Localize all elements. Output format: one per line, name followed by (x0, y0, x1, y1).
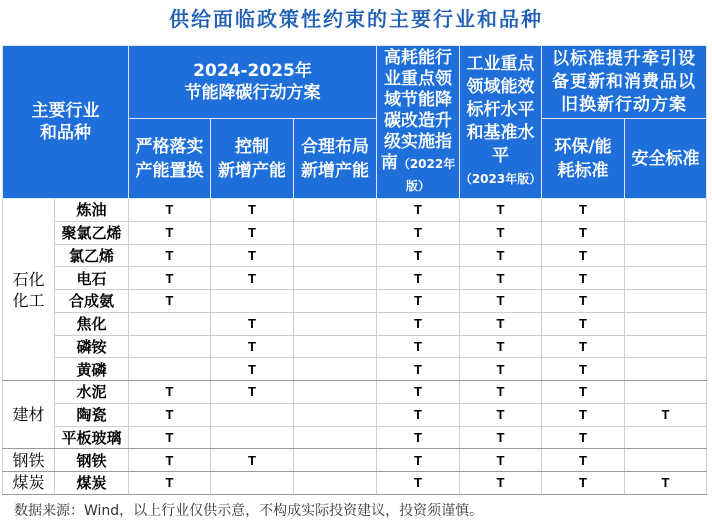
product-label: 聚氯乙烯 (55, 221, 129, 244)
mark-benchmark-level: T (460, 335, 542, 358)
header-safety-standard (625, 119, 707, 199)
mark-rational-layout (294, 335, 377, 358)
header-control-new-capacity (211, 119, 294, 199)
mark-rational-layout (294, 426, 377, 449)
mark-env-energy-standard: T (542, 426, 625, 449)
mark-rational-layout (294, 199, 377, 222)
mark-retrofit-guide: T (377, 358, 460, 381)
mark-safety-standard (625, 426, 707, 449)
header-standards-plan (542, 46, 707, 119)
header-capacity-replacement (129, 119, 211, 199)
table-row (3, 335, 707, 358)
table-body (3, 199, 707, 495)
header-retrofit-guide (377, 46, 460, 199)
mark-rational-layout (294, 381, 377, 404)
mark-retrofit-guide: T (377, 267, 460, 290)
header-industry-line: 主要行业 (31, 101, 100, 121)
header-row-top (3, 46, 707, 119)
mark-rational-layout (294, 244, 377, 267)
chart-title: 供给面临政策性约束的主要行业和品种 (169, 7, 543, 31)
mark-control-new-capacity: T (211, 381, 294, 404)
mark-benchmark-level: T (460, 449, 542, 472)
mark-safety-standard (625, 335, 707, 358)
mark-env-energy-standard: T (542, 358, 625, 381)
header-retrofit-guide-edition: （2022年版） (397, 156, 456, 193)
header-industry-line: 和品种 (40, 123, 91, 143)
mark-control-new-capacity: T (211, 312, 294, 335)
mark-capacity-replacement: T (129, 221, 211, 244)
header-sub-line: 新增产能 (301, 160, 370, 181)
mark-retrofit-guide: T (377, 244, 460, 267)
header-sub-line: 严格落实 (135, 136, 204, 157)
table-header (3, 46, 707, 199)
mark-rational-layout (294, 449, 377, 472)
table-row (3, 312, 707, 335)
mark-control-new-capacity: T (211, 449, 294, 472)
mark-benchmark-level: T (460, 381, 542, 404)
mark-rational-layout (294, 403, 377, 426)
mark-env-energy-standard: T (542, 221, 625, 244)
mark-control-new-capacity: T (211, 267, 294, 290)
mark-rational-layout (294, 358, 377, 381)
header-plan-name: 节能降碳行动方案 (184, 83, 321, 103)
mark-control-new-capacity: T (211, 221, 294, 244)
mark-retrofit-guide: T (377, 290, 460, 313)
product-label: 合成氨 (55, 290, 129, 313)
mark-benchmark-level: T (460, 426, 542, 449)
mark-retrofit-guide: T (377, 449, 460, 472)
mark-safety-standard: T (625, 403, 707, 426)
mark-env-energy-standard: T (542, 335, 625, 358)
mark-env-energy-standard: T (542, 244, 625, 267)
mark-capacity-replacement: T (129, 449, 211, 472)
mark-env-energy-standard: T (542, 199, 625, 222)
mark-capacity-replacement: T (129, 290, 211, 313)
table-row (3, 403, 707, 426)
table-row (3, 472, 707, 495)
mark-benchmark-level: T (460, 472, 542, 495)
mark-env-energy-standard: T (542, 449, 625, 472)
mark-capacity-replacement (129, 312, 211, 335)
header-plan-year: 2024-2025年 (193, 61, 312, 81)
mark-benchmark-level: T (460, 403, 542, 426)
table-row (3, 244, 707, 267)
product-label: 平板玻璃 (55, 426, 129, 449)
mark-env-energy-standard: T (542, 381, 625, 404)
mark-rational-layout (294, 312, 377, 335)
header-benchmark-title: 工业重点领域能效标杆水平和基准水平 (466, 54, 535, 166)
mark-safety-standard (625, 199, 707, 222)
header-industry (3, 46, 129, 199)
mark-control-new-capacity (211, 290, 294, 313)
mark-benchmark-level: T (460, 244, 542, 267)
mark-rational-layout (294, 290, 377, 313)
mark-capacity-replacement: T (129, 426, 211, 449)
mark-capacity-replacement: T (129, 244, 211, 267)
mark-benchmark-level: T (460, 267, 542, 290)
mark-capacity-replacement (129, 358, 211, 381)
header-standards-line: 旧换新行动方案 (561, 94, 688, 115)
sector-label: 建材 (3, 381, 55, 449)
mark-safety-standard (625, 358, 707, 381)
mark-retrofit-guide: T (377, 403, 460, 426)
mark-retrofit-guide: T (377, 312, 460, 335)
mark-safety-standard (625, 381, 707, 404)
mark-control-new-capacity (211, 472, 294, 495)
product-label: 煤炭 (55, 472, 129, 495)
mark-capacity-replacement: T (129, 381, 211, 404)
mark-control-new-capacity (211, 403, 294, 426)
mark-capacity-replacement: T (129, 403, 211, 426)
header-energy-saving-plan (129, 46, 377, 119)
product-label: 焦化 (55, 312, 129, 335)
product-label: 水泥 (55, 381, 129, 404)
mark-retrofit-guide: T (377, 199, 460, 222)
table-row (3, 290, 707, 313)
product-label: 黄磷 (55, 358, 129, 381)
sector-label: 石化化工 (3, 199, 55, 381)
header-benchmark-level-text (459, 53, 542, 191)
mark-benchmark-level: T (460, 199, 542, 222)
source-note: 数据来源：Wind，以上行业仅供示意，不构成实际投资建议，投资须谨慎。 (14, 503, 484, 519)
header-sub-line: 安全标准 (631, 148, 700, 169)
policy-table (2, 45, 707, 495)
mark-control-new-capacity: T (211, 199, 294, 222)
mark-safety-standard (625, 221, 707, 244)
sector-label: 钢铁 (3, 449, 55, 472)
header-standards-line: 以标准提升牵引设 (552, 48, 697, 69)
mark-capacity-replacement: T (129, 267, 211, 290)
header-sub-line: 控制 (235, 136, 269, 157)
product-label: 陶瓷 (55, 403, 129, 426)
table-row (3, 267, 707, 290)
header-env-energy-standard (542, 119, 625, 199)
mark-retrofit-guide: T (377, 381, 460, 404)
mark-env-energy-standard: T (542, 472, 625, 495)
header-sub-line: 环保/能 (554, 136, 612, 157)
header-benchmark-edition: （2023年版） (459, 172, 542, 186)
product-label: 钢铁 (55, 449, 129, 472)
mark-capacity-replacement: T (129, 199, 211, 222)
mark-safety-standard (625, 290, 707, 313)
header-benchmark-level (460, 46, 542, 199)
mark-benchmark-level: T (460, 221, 542, 244)
header-sub-line: 产能置换 (135, 160, 204, 181)
mark-retrofit-guide: T (377, 221, 460, 244)
header-retrofit-guide-title: 高耗能行业重点领域节能降碳改造升级实施指南 (380, 47, 453, 173)
mark-env-energy-standard: T (542, 290, 625, 313)
table-row (3, 381, 707, 404)
mark-safety-standard (625, 449, 707, 472)
table-row (3, 221, 707, 244)
mark-rational-layout (294, 472, 377, 495)
product-label: 磷铵 (55, 335, 129, 358)
mark-env-energy-standard: T (542, 403, 625, 426)
table-row (3, 449, 707, 472)
mark-safety-standard (625, 244, 707, 267)
mark-control-new-capacity: T (211, 244, 294, 267)
mark-safety-standard (625, 312, 707, 335)
header-rational-layout (294, 119, 377, 199)
mark-control-new-capacity (211, 426, 294, 449)
mark-safety-standard (625, 267, 707, 290)
mark-capacity-replacement: T (129, 472, 211, 495)
mark-safety-standard: T (625, 472, 707, 495)
table-row (3, 358, 707, 381)
mark-capacity-replacement (129, 335, 211, 358)
mark-rational-layout (294, 221, 377, 244)
sector-label: 煤炭 (3, 472, 55, 495)
table-row (3, 426, 707, 449)
header-standards-line: 备更新和消费品以 (552, 71, 697, 92)
product-label: 电石 (55, 267, 129, 290)
mark-retrofit-guide: T (377, 335, 460, 358)
header-sub-line: 耗标准 (557, 160, 609, 181)
mark-benchmark-level: T (460, 358, 542, 381)
header-sub-line: 合理布局 (301, 136, 370, 157)
mark-retrofit-guide: T (377, 426, 460, 449)
mark-env-energy-standard: T (542, 267, 625, 290)
product-label: 氯乙烯 (55, 244, 129, 267)
mark-control-new-capacity: T (211, 335, 294, 358)
mark-retrofit-guide: T (377, 472, 460, 495)
mark-benchmark-level: T (460, 290, 542, 313)
product-label: 炼油 (55, 199, 129, 222)
mark-control-new-capacity: T (211, 358, 294, 381)
header-sub-line: 新增产能 (218, 160, 286, 181)
mark-env-energy-standard: T (542, 312, 625, 335)
mark-rational-layout (294, 267, 377, 290)
mark-benchmark-level: T (460, 312, 542, 335)
header-retrofit-guide-text (379, 48, 457, 197)
table-row (3, 199, 707, 222)
